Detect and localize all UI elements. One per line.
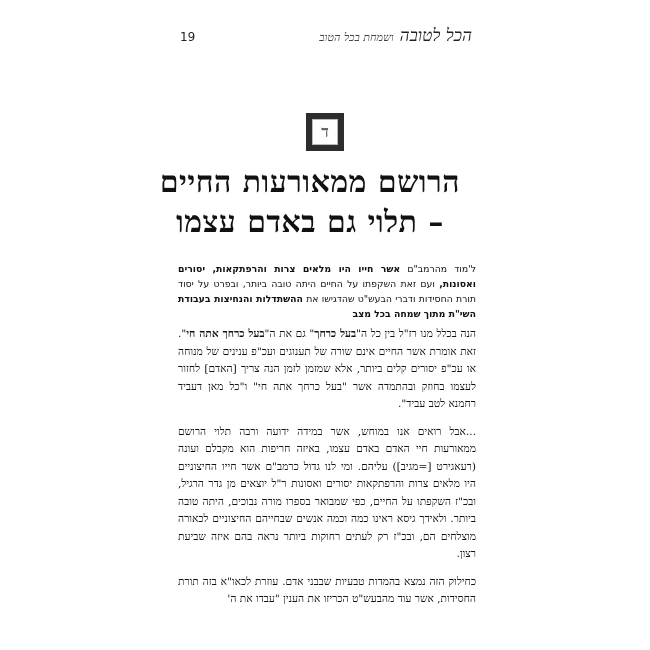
summary-text: ל'מוד מהרמב"ם [400,264,476,275]
paragraph: ...אבל רואים אנו במוחש, אשר במידה ידועה ורבה תלוי הרושם ממאורעות חיי האדם באדם עצמו, באיזה חריפות הוא מקבלם ועונה (רעאגירט [=מגיב]) עליהם. ומי לנו גדול כרמב"ם אשר חייו החיצוניים היו מלאים צרות והרפתקאות יסורים ואסונות ר"ל יוצאים מן גדר הרגיל, ובכ"ז השקפתו על החיים, כפי שמבואר בספרו מורה נבוכים, היתה טובה ביותר. ולאידך גיסא ראינו כמה וכמה אנשים שבחייהם החיצוניים לכאורה מוצלחים הם, ובכ"ז רק לעתים רחוקות ביותר נראה בהם איזה שביעת רצון. [178,425,476,560]
chapter-ornament [306,113,344,151]
summary-text: ודברי הבעש"ט שהדגישו את [302,294,419,305]
bold-text-run: בעל כרחך [314,328,357,340]
paragraph [178,326,476,414]
bold-text-run: בעל כרחך אתה חי [186,328,265,340]
summary-bold-text: אשר חייו היו מלאים צרות והרפתקאות, יסורים ואסונות, [178,264,476,290]
running-subtitle: ושמחת בכל הטוב [319,31,394,44]
chapter-title [160,163,460,243]
chapter-letter: ד [312,119,338,145]
chapter-title-line-1: הרושם ממאורעות החיים [159,165,460,200]
chapter-title-line-2: – תלוי גם באדם עצמו [176,205,444,240]
text-run: " גם את ה" [264,328,315,340]
chapter-summary [178,262,476,322]
summary-text: ועם זאת השקפתו על החיים היתה טובה ביותר, ובפרט על יסוד תורת החסידות [178,279,476,305]
summary-bold-text: ההשתדלות והנחיצות בעבודת השי"ת מתוך שמחה בכל מצב [178,294,476,320]
text-run: ". זאת אומרת אשר החיים אינם שורה של תענוגים ועכ"פ ענינים של מנוחה או עכ"פ יסורים קלים ביותר, אלא שמזמן לזמן הנה צריך [האדם] לחזור לעצמו בחוזק ובהתמדה אשר "בעל כרחך אתה חי" ו"כל מאן דעביד רחמנא לטב עביד". [178,328,476,410]
text-run: הנה בכלל מנו רז"ל בין כל ה" [356,328,476,340]
running-header [319,26,472,46]
running-title: הכל לטובה [399,26,472,46]
page-number: 19 [180,30,196,44]
body-text [178,326,476,619]
paragraph: כחילוק הזה נמצא בהמדות טבעיות שבבני אדם. עוזרת לכאו"א בזה תורת החסידות, אשר עוד מהבעש"ט הכריזו את הענין "עבדו את ה' [178,575,476,605]
